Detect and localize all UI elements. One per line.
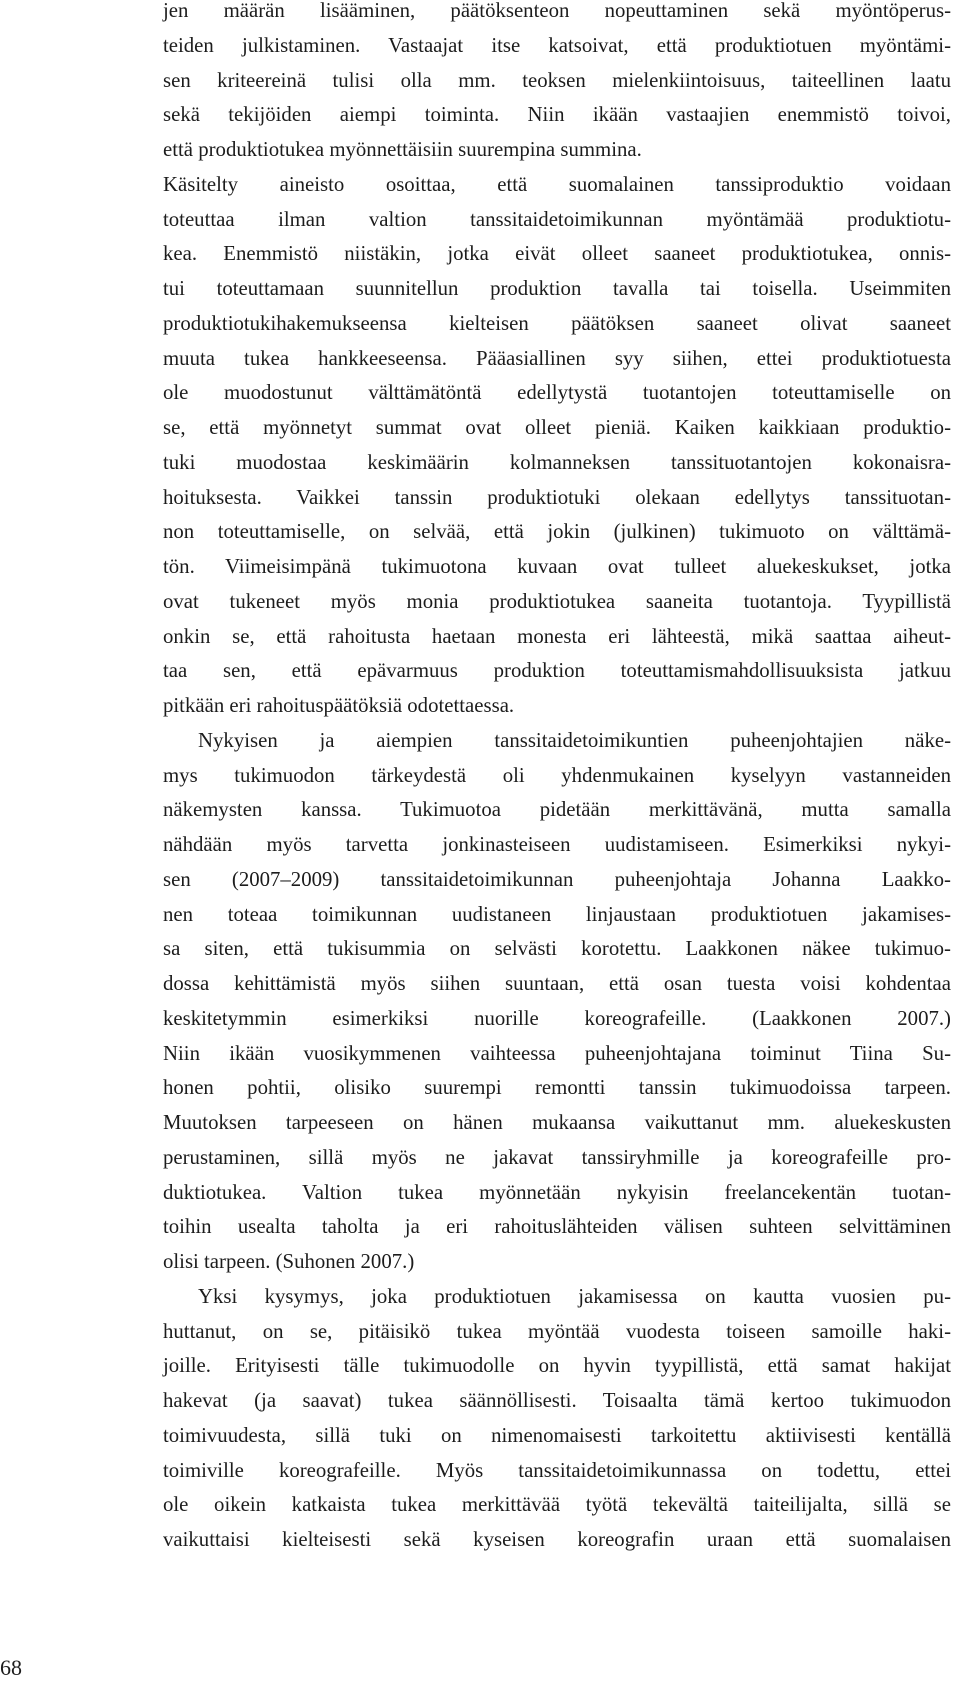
body-text-column bbox=[163, 0, 951, 1558]
text-line: Käsitelty aineisto osoittaa, että suomalainen tanssiproduktio voidaan bbox=[163, 172, 951, 196]
text-line: vaikuttaisi kielteisesti sekä kyseisen koreografin uraan että suomalaisen bbox=[163, 1528, 951, 1551]
text-line: olisi tarpeen. (Suhonen 2007.) bbox=[163, 1250, 415, 1273]
text-line: taa sen, että epävarmuus produktion toteuttamismahdollisuuksista jatkuu bbox=[163, 659, 951, 683]
text-line: non toteuttamiselle, on selvää, että jokin (julkinen) tukimuoto on välttämä- bbox=[163, 520, 951, 544]
text-line: nähdään myös tarvetta jonkinasteiseen uudistamiseen. Esimerkiksi nykyi- bbox=[163, 833, 951, 856]
text-line: tön. Viimeisimpänä tukimuotona kuvaan ovat tulleet aluekeskukset, jotka bbox=[163, 555, 951, 578]
text-line: sen kriteereinä tulisi olla mm. teoksen mielenkiintoisuus, taiteellinen laatu bbox=[163, 68, 951, 92]
text-line: että produktiotukea myönnettäisiin suurempina summina. bbox=[163, 138, 642, 161]
text-line: perustaminen, sillä myös ne jakavat tanssiryhmille ja koreografeille pro- bbox=[163, 1145, 951, 1169]
text-line: toimiville koreografeille. Myös tanssitaidetoimikunnassa on todettu, ettei bbox=[163, 1458, 951, 1482]
text-line: duktiotukea. Valtion tukea myönnetään nykyisin freelancekentän tuotan- bbox=[163, 1180, 951, 1204]
text-line: sen (2007–2009) tanssitaidetoimikunnan puheenjohtaja Johanna Laakko- bbox=[163, 867, 951, 891]
text-line: onkin se, että rahoitusta haetaan monesta eri lähteestä, mikä saattaa aiheut- bbox=[163, 624, 951, 648]
text-line: muuta tukea hankkeeseensa. Pääasiallinen syy siihen, ettei produktiotuesta bbox=[163, 346, 951, 370]
text-line: sekä tekijöiden aiempi toiminta. Niin ikään vastaajien enemmistö toivoi, bbox=[163, 103, 951, 127]
text-line: Nykyisen ja aiempien tanssitaidetoimikuntien puheenjohtajien näke- bbox=[198, 728, 951, 752]
text-line: ole oikein katkaista tukea merkittävää työtä tekevältä taiteilijalta, sillä se bbox=[163, 1493, 951, 1517]
paragraph bbox=[163, 1280, 951, 1558]
text-line: toihin usealta taholta ja eri rahoituslähteiden välisen suhteen selvittäminen bbox=[163, 1215, 951, 1239]
text-line: kea. Enemmistö niistäkin, jotka eivät olleet saaneet produktiotukea, onnis- bbox=[163, 242, 951, 266]
text-line: produktiotukihakemukseensa kielteisen päätöksen saaneet olivat saaneet bbox=[163, 311, 951, 335]
text-line: jen määrän lisääminen, päätöksenteon nopeuttaminen sekä myöntöperus- bbox=[163, 0, 951, 22]
text-line: toteuttaa ilman valtion tanssitaidetoimikunnan myöntämää produktiotu- bbox=[163, 207, 951, 231]
text-line: Yksi kysymys, joka produktiotuen jakamisessa on kautta vuosien pu- bbox=[198, 1284, 951, 1308]
text-line: hakevat (ja saavat) tukea säännöllisesti. Toisaalta tämä kertoo tukimuodon bbox=[163, 1389, 951, 1412]
text-line: Niin ikään vuosikymmenen vaihteessa puheenjohtajana toiminut Tiina Su- bbox=[163, 1041, 951, 1065]
text-line: nen toteaa toimikunnan uudistaneen linjaustaan produktiotuen jakamises- bbox=[163, 902, 951, 926]
text-line: tui toteuttamaan suunnitellun produktion tavalla tai toisella. Useimmiten bbox=[163, 277, 951, 300]
text-line: ole muodostunut välttämätöntä edellytystä tuotantojen toteuttamiselle on bbox=[163, 381, 951, 405]
paragraph bbox=[163, 724, 951, 1280]
text-line: Muutoksen tarpeeseen on hänen mukaansa vaikuttanut mm. aluekeskusten bbox=[163, 1111, 951, 1134]
text-line: mys tukimuodon tärkeydestä oli yhdenmukainen kyselyyn vastanneiden bbox=[163, 763, 951, 787]
text-line: teiden julkistaminen. Vastaajat itse katsoivat, että produktiotuen myöntämi- bbox=[163, 33, 951, 57]
text-line: sa siten, että tukisummia on selvästi korotettu. Laakkonen näkee tukimuo- bbox=[163, 937, 951, 961]
text-line: pitkään eri rahoituspäätöksiä odotettaessa. bbox=[163, 694, 515, 717]
text-line: näkemysten kanssa. Tukimuotoa pidetään merkittävänä, mutta samalla bbox=[163, 798, 951, 822]
text-line: joille. Erityisesti tälle tukimuodolle on hyvin tyypillistä, että samat hakijat bbox=[163, 1354, 951, 1378]
paragraph bbox=[163, 0, 951, 724]
text-line: keskitetymmin esimerkiksi nuorille koreografeille. (Laakkonen 2007.) bbox=[163, 1006, 951, 1030]
text-line: tuki muodostaa keskimäärin kolmanneksen tanssituotantojen kokonaisra- bbox=[163, 450, 951, 474]
text-line: toimivuudesta, sillä tuki on nimenomaisesti tarkoitettu aktiivisesti kentällä bbox=[163, 1423, 951, 1447]
text-line: honen pohtii, olisiko suurempi remontti tanssin tukimuodoissa tarpeen. bbox=[163, 1076, 951, 1100]
text-line: hoituksesta. Vaikkei tanssin produktiotuki olekaan edellytys tanssituotan- bbox=[163, 485, 951, 509]
page-number: 68 bbox=[0, 1655, 22, 1680]
text-line: dossa kehittämistä myös siihen suuntaan, että osan tuesta voisi kohdentaa bbox=[163, 972, 951, 995]
text-line: huttanut, on se, pitäisikö tukea myöntää vuodesta toiseen samoille haki- bbox=[163, 1319, 951, 1343]
text-line: ovat tukeneet myös monia produktiotukea saaneita tuotantoja. Tyypillistä bbox=[163, 589, 951, 613]
text-line: se, että myönnetyt summat ovat olleet pieniä. Kaiken kaikkiaan produktio- bbox=[163, 416, 951, 439]
